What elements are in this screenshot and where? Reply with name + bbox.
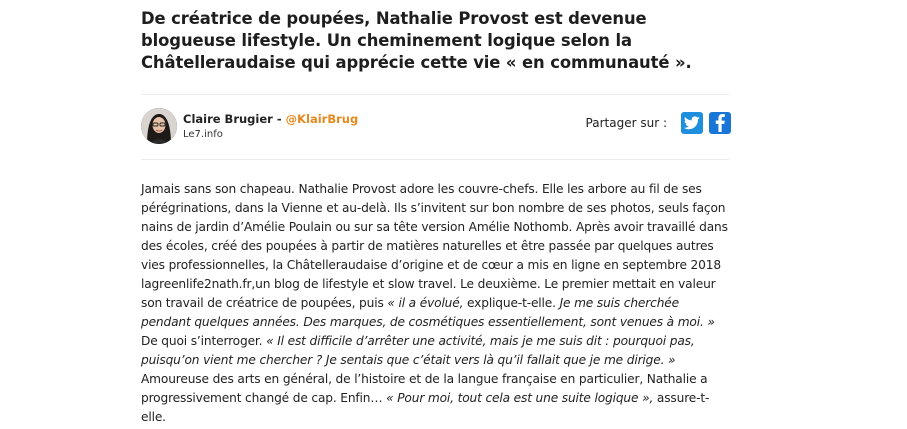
author-block [141, 107, 358, 145]
author-separator: - [272, 111, 286, 126]
author-photo-icon [141, 108, 177, 144]
article-chapo: De créatrice de poupées, Nathalie Provost est devenue blogueuse lifestyle. Un cheminement logique selon la Châtelleraudaise qui apprécie cette vie « en communauté ». [141, 9, 692, 72]
article-body [141, 180, 731, 427]
body-text-5: assure-t-elle. [141, 391, 710, 424]
author-name: Claire Brugier [183, 111, 273, 126]
avatar[interactable] [141, 108, 177, 144]
body-text-3: De quoi s’interroger. [141, 334, 267, 348]
author-handle-link[interactable]: @KlairBrug [285, 111, 359, 126]
share-bar [586, 112, 731, 134]
quote-4: « Pour moi, tout cela est une suite logique », [386, 391, 654, 405]
quote-3: « Il est difficile d’arrêter une activité, mais je me suis dit : pourquoi pas, puisqu’on vient me chercher ? Je sentais que c’était vers là qu’il fallait que je me dirige. » [141, 334, 695, 367]
divider-bottom [141, 159, 729, 160]
body-text-1: Jamais sans son chapeau. Nathalie Provost adore les couvre-chefs. Elle les arbore au fil de ses pérégrinations, dans la Vienne et au-delà. Ils s’invitent sur bon nombre de ses photos, seuls façon nains de jardin d’Amélie Poulain ou sur sa tête version Amélie Nothomb. Après avoir travaillé dans des écoles, créé des poupées à partir de matières naturelles et être passée par quelques autres vies professionnelles, la Châtelleraudaise d’origine et de cœur a mis en ligne en septembre 2018 lagreenlife2nath.fr,un blog de lifestyle et slow travel. Le deuxième. Le premier mettait en valeur son travail de créatrice de poupées, puis [141, 182, 728, 310]
twitter-icon [684, 116, 700, 130]
divider-top [141, 94, 729, 95]
quote-2: Je me suis cherchée pendant quelques années. Des marques, de cosmétiques essentiellement, sont venues à moi. » [141, 296, 715, 329]
quote-1: « il a évolué, [387, 296, 464, 310]
twitter-share-button[interactable] [681, 112, 703, 134]
share-label: Partager sur : [585, 116, 667, 130]
facebook-share-button[interactable] [709, 112, 731, 134]
author-byline [183, 112, 358, 127]
body-text-2: explique-t-elle. [463, 296, 560, 310]
body-text-4: Amoureuse des arts en général, de l’histoire et de la langue française en particulier, Nathalie a progressivement changé de cap. Enfin… [141, 372, 708, 405]
author-site: Le7.info [183, 128, 223, 140]
facebook-icon [714, 114, 726, 132]
